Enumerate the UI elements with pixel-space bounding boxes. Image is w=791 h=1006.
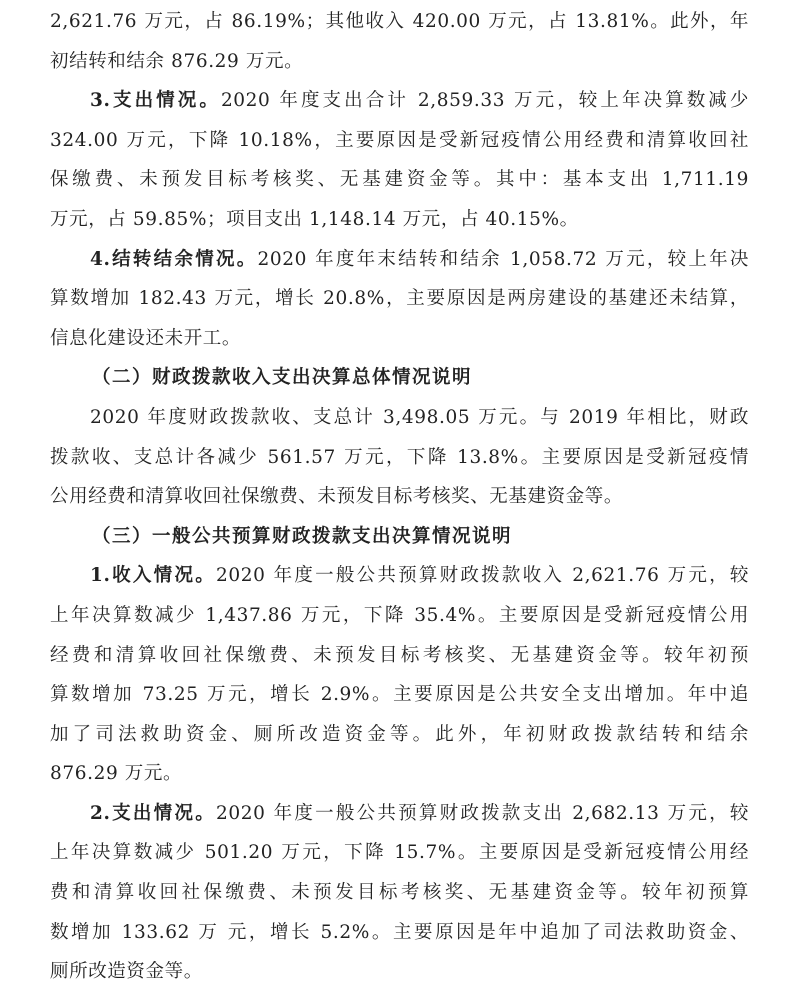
text-line: 初结转和结余 876.29 万元。 (50, 50, 304, 72)
text-line: 2,621.76 万元，占 86.19%；其他收入 420.00 万元，占 13.81%。此外，年 (50, 11, 749, 32)
text-line: 公用经费和清算收回社保缴费、未预发目标考核奖、无基建资金等。 (50, 486, 624, 508)
text-line: 上年决算数减少 1,437.86 万元，下降 35.4%。主要原因是受新冠疫情公用 (50, 604, 749, 626)
text-span: 2020 年度支出合计 2,859.33 万元，较上年决算数减少 (220, 90, 749, 112)
text-line: 876.29 万元。 (50, 763, 183, 785)
section-lead: 3.支出情况。 (90, 90, 221, 112)
text-line: 厕所改造资金等。 (50, 961, 203, 983)
text-line (50, 240, 749, 280)
text-line: 保缴费、未预发目标考核奖、无基建资金等。其中：基本支出 1,711.19 (50, 169, 749, 191)
section-lead: 2.支出情况。 (90, 802, 216, 824)
text-line (50, 556, 749, 596)
text-line: 算数增加 73.25 万元，增长 2.9%。主要原因是公共安全支出增加。年中追 (50, 684, 749, 706)
text-line: 324.00 万元，下降 10.18%，主要原因是受新冠疫情公用经费和清算收回社 (50, 129, 749, 151)
text-line: 2020 年度财政拨款收、支总计 3,498.05 万元。与 2019 年相比，财政 (90, 406, 749, 428)
text-line: 信息化建设还未开工。 (50, 327, 242, 349)
text-line: 上年决算数减少 501.20 万元，下降 15.7%。主要原因是受新冠疫情公用经 (50, 842, 749, 864)
text-span: 2020 年度一般公共预算财政拨款支出 2,682.13 万元，较 (215, 802, 749, 824)
section-heading: （三）一般公共预算财政拨款支出决算情况说明 (92, 525, 513, 547)
section-lead: 4.结转结余情况。 (90, 248, 258, 270)
text-line: 万元，占 59.85%；项目支出 1,148.14 万元，占 40.15%。 (50, 208, 579, 230)
text-line: 拨款收、支总计各减少 561.57 万元，下降 13.8%。主要原因是受新冠疫情 (50, 446, 749, 468)
text-line: 算数增加 182.43 万元，增长 20.8%，主要原因是两房建设的基建还未结算， (50, 288, 749, 310)
text-line: 经费和清算收回社保缴费、未预发目标考核奖、无基建资金等。较年初预 (50, 644, 749, 666)
text-span: 2020 年度年末结转和结余 1,058.72 万元，较上年决 (257, 248, 749, 270)
text-line: 费和清算收回社保缴费、未预发目标考核奖、无基建资金等。较年初预算 (50, 882, 749, 904)
text-line: 数增加 133.62 万 元，增长 5.2%。主要原因是年中追加了司法救助资金、 (50, 921, 749, 943)
text-line (50, 81, 749, 121)
text-line: 加了司法救助资金、厕所改造资金等。此外，年初财政拨款结转和结余 (50, 723, 749, 745)
text-line (50, 794, 749, 834)
text-span: 2020 年度一般公共预算财政拨款收入 2,621.76 万元，较 (215, 565, 749, 587)
section-lead: 1.收入情况。 (90, 565, 216, 587)
section-heading: （二）财政拨款收入支出决算总体情况说明 (92, 367, 473, 389)
